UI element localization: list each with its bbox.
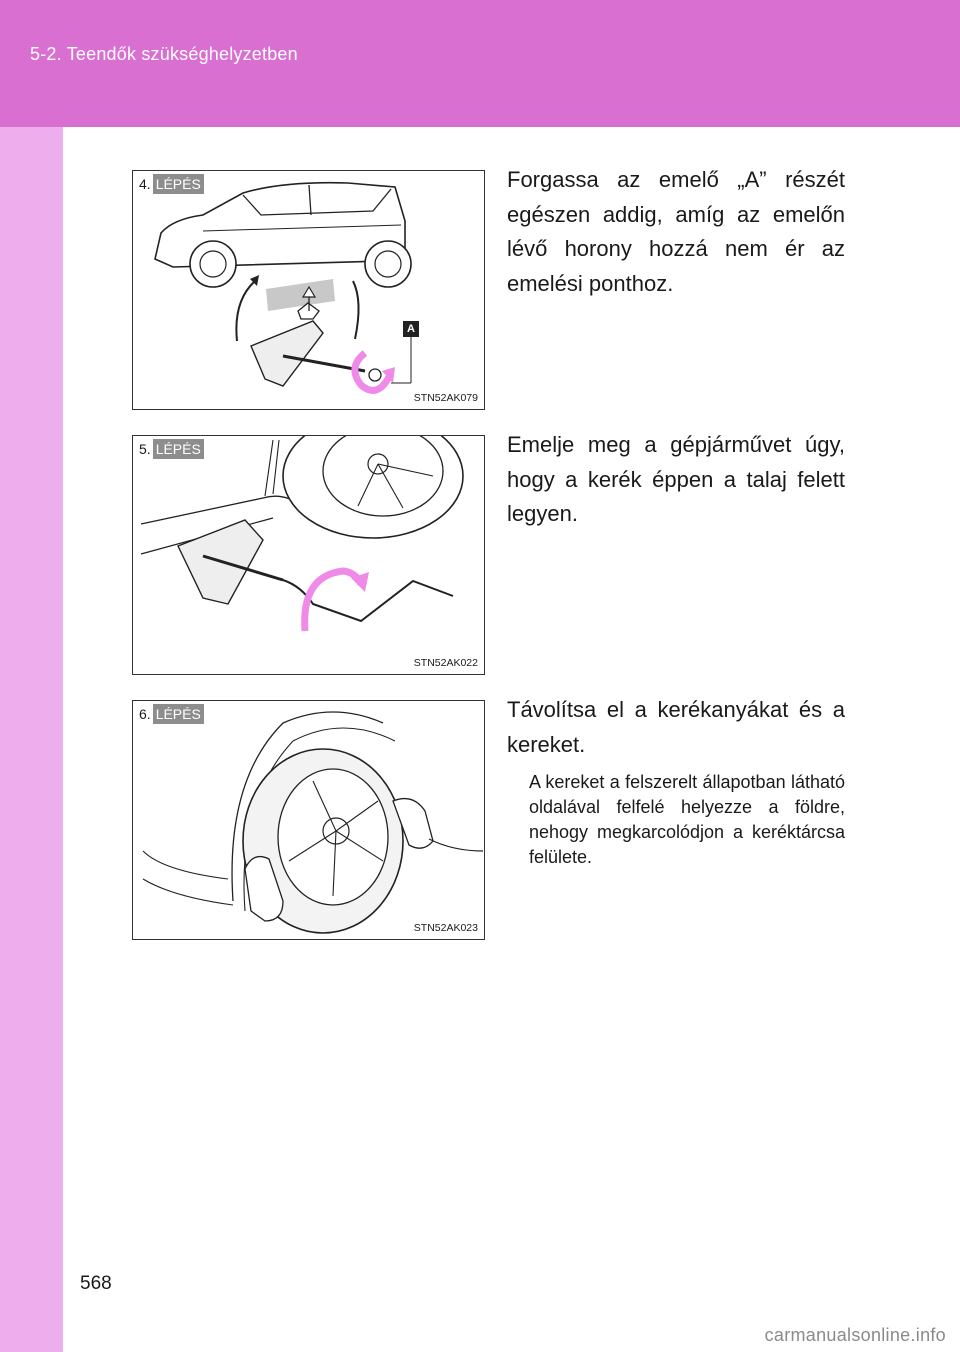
- figure-code: STN52AK023: [413, 922, 478, 934]
- car-side-icon: [133, 171, 485, 410]
- step-number: 5.: [139, 441, 151, 457]
- wheel-icon: [133, 436, 485, 675]
- page-number: 568: [80, 1273, 112, 1294]
- figure-code: STN52AK079: [413, 392, 478, 404]
- jack-icon: [178, 520, 283, 604]
- step-5-figure: [132, 435, 485, 675]
- step-word: LÉPÉS: [153, 704, 204, 724]
- step-badge: [137, 704, 204, 724]
- side-band: [0, 127, 63, 1352]
- step-4-figure: [132, 170, 485, 410]
- step-6-note: A kereket a felszerelt állapotban látható oldalával felfelé helyezze a földre, nehogy megkarcolódjon a keréktárcsa felülete.: [529, 772, 845, 867]
- step-badge: [137, 439, 204, 459]
- step-number: 4.: [139, 176, 151, 192]
- step-6-text: Távolítsa el a kerékanyákat és a kereket.: [507, 697, 845, 757]
- watermark: carmanualsonline.info: [764, 1325, 946, 1345]
- rotate-arrow-icon: [305, 571, 369, 631]
- step-word: LÉPÉS: [153, 439, 204, 459]
- step-number: 6.: [139, 706, 151, 722]
- step-5-text: Emelje meg a gépjárművet úgy, hogy a kerék éppen a talaj felett legyen.: [507, 432, 845, 526]
- wheel-icon: [133, 701, 485, 940]
- section-title: 5-2. Teendők szükséghelyzetben: [30, 44, 298, 64]
- step-6-figure: [132, 700, 485, 940]
- step-word: LÉPÉS: [153, 174, 204, 194]
- step-badge: [137, 174, 204, 194]
- callout-label: A: [407, 323, 415, 335]
- figure-code: STN52AK022: [413, 657, 478, 669]
- step-4-text: Forgassa az emelő „A” részét egészen addig, amíg az emelőn lévő horony hozzá nem ér az emelési ponthoz.: [507, 167, 845, 296]
